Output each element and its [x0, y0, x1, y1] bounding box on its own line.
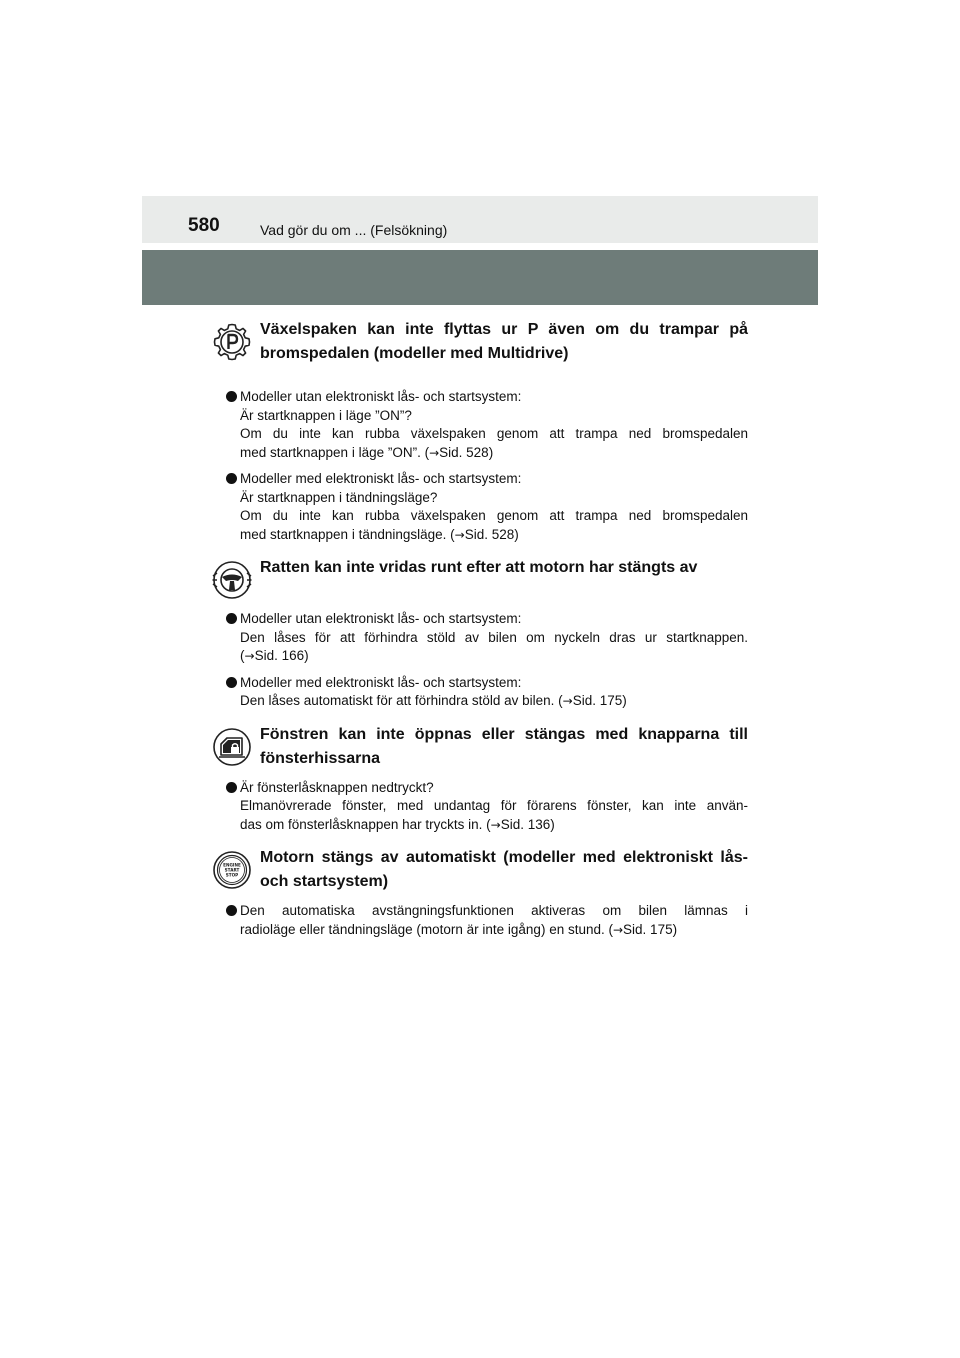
page-reference-link[interactable]: Sid. 175): [572, 693, 627, 708]
item-line: Modeller utan elektroniskt lås- och startsystem:: [240, 611, 522, 626]
page-content: [212, 318, 748, 939]
item-line: [240, 921, 748, 940]
list-item: [212, 610, 748, 666]
engine-start-stop-icon: [212, 850, 252, 890]
section-shift-lever: [212, 318, 748, 544]
bullet-icon: [226, 905, 237, 916]
item-line-text: das om fönsterlåsknappen har tryckts in. (: [240, 816, 491, 832]
list-item: [212, 470, 748, 544]
window-lock-icon: [212, 727, 252, 767]
item-line: Är startknappen i läge ”ON”?: [240, 407, 412, 423]
item-line: [240, 692, 748, 711]
item-line: Är fönsterlåsknappen nedtryckt?: [240, 779, 434, 795]
item-line: [240, 816, 748, 835]
page-reference-link[interactable]: Sid. 166): [254, 648, 309, 663]
arrow-icon: →: [562, 694, 573, 708]
item-line: [240, 444, 748, 463]
item-line-text: med startknappen i läge ”ON”. (: [240, 444, 430, 460]
section-title: Motorn stängs av automatiskt (modeller med elektroniskt lås- och startsystem): [260, 849, 748, 890]
page-reference-link[interactable]: Sid. 175): [623, 921, 678, 937]
arrow-icon: →: [454, 527, 465, 542]
bullet-icon: [226, 473, 237, 484]
page-number: 580: [188, 215, 220, 236]
item-line: Modeller med elektroniskt lås- och startsystem:: [240, 674, 522, 690]
section-title: Ratten kan inte vridas runt efter att motorn har stängts av: [260, 559, 698, 576]
section-heading: [212, 556, 748, 602]
item-line: Är startknappen i tändningsläge?: [240, 489, 438, 505]
item-line: [240, 647, 748, 666]
stop-text: STOP: [225, 872, 239, 878]
item-line-text: med startknappen i tändningsläge. (: [240, 526, 455, 542]
section-bar: [142, 250, 818, 305]
item-line-text: Den låses automatiskt för att förhindra stöld av bilen. (: [240, 693, 563, 708]
item-line-text: (: [240, 648, 245, 663]
item-line: Om du inte kan rubba växelspaken genom att trampa ned bromspedalen: [240, 426, 748, 441]
item-line-text: radioläge eller tändningsläge (motorn är inte igång) en stund. (: [240, 921, 613, 937]
item-line: Den låses för att förhindra stöld av bilen om nyckeln dras ur startknappen.: [240, 629, 748, 645]
bullet-icon: [226, 782, 237, 793]
arrow-icon: →: [429, 445, 440, 460]
item-line: Modeller utan elektroniskt lås- och startsystem:: [240, 389, 522, 404]
bullet-icon: [226, 677, 237, 688]
section-heading: [212, 723, 748, 771]
bullet-icon: [226, 613, 237, 624]
shift-lock-p-icon: [212, 322, 252, 362]
arrow-icon: →: [490, 817, 501, 832]
item-line: Elmanövrerade fönster, med undantag för förarens fönster, kan inte använ-: [240, 798, 748, 813]
item-line: [240, 526, 748, 545]
list-item: [212, 674, 748, 711]
section-windows: [212, 723, 748, 835]
section-engine-auto-off: [212, 846, 748, 939]
page-reference-link[interactable]: Sid. 528): [464, 526, 519, 542]
list-item: [212, 779, 748, 835]
header-bar: [142, 196, 818, 243]
list-item: [212, 388, 748, 462]
list-item: [212, 902, 748, 939]
arrow-icon: →: [244, 649, 255, 663]
section-steering: [212, 556, 748, 711]
start-text: START: [224, 867, 240, 873]
chapter-title: Vad gör du om ... (Felsökning): [260, 222, 448, 238]
section-title: Fönstren kan inte öppnas eller stängas med knapparna till fönsterhissarna: [260, 725, 748, 767]
section-heading: [212, 318, 748, 366]
page-reference-link[interactable]: Sid. 136): [500, 816, 555, 832]
bullet-icon: [226, 391, 237, 402]
section-heading: [212, 846, 748, 894]
item-line: Om du inte kan rubba växelspaken genom att trampa ned bromspedalen: [240, 508, 748, 523]
page-reference-link[interactable]: Sid. 528): [439, 444, 494, 460]
steering-lock-icon: [212, 560, 252, 600]
engine-text: ENGINE: [223, 862, 241, 868]
section-title: Växelspaken kan inte flyttas ur P även om du trampar på bromspedalen (modeller med Multidrive): [260, 321, 748, 362]
item-line: Modeller med elektroniskt lås- och startsystem:: [240, 471, 522, 486]
item-line: Den automatiska avstängningsfunktionen aktiveras om bilen lämnas i: [240, 903, 748, 918]
arrow-icon: →: [612, 922, 624, 937]
